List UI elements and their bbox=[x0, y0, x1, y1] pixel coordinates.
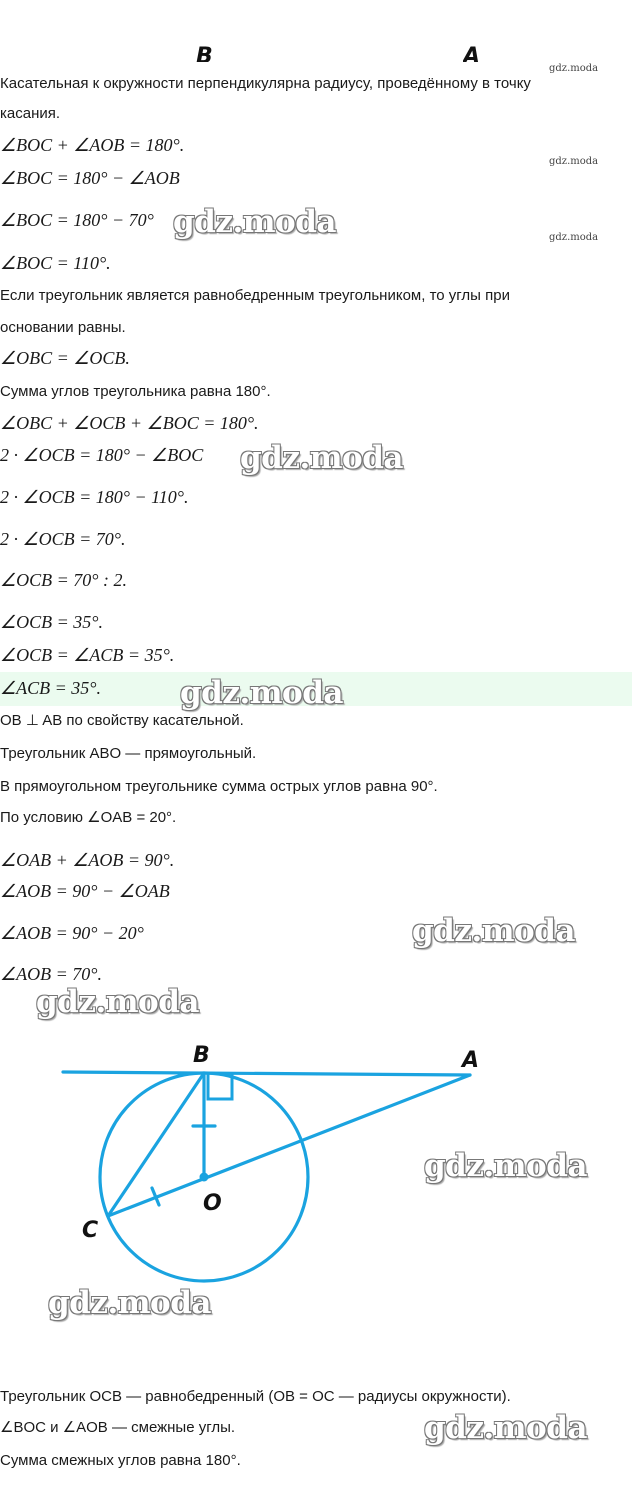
math-line: ∠AOB = 90° − ∠OAB bbox=[0, 881, 170, 901]
secant-ca bbox=[108, 1075, 470, 1216]
math-line: ∠BOC = 180° − ∠AOB bbox=[0, 168, 180, 188]
watermark: gdz.moda bbox=[240, 440, 403, 476]
watermark: gdz.moda bbox=[424, 1148, 587, 1184]
math-line: ∠OCB = 35°. bbox=[0, 612, 103, 632]
watermark-small: gdz.moda bbox=[549, 156, 599, 167]
watermark-small: gdz.moda bbox=[549, 232, 599, 243]
text-line: OB ⊥ AB по свойству касательной. bbox=[0, 712, 244, 729]
math-line: ∠OAB + ∠AOB = 90°. bbox=[0, 850, 175, 870]
watermark-small: gdz.moda bbox=[549, 63, 599, 74]
watermark: gdz.moda bbox=[424, 1410, 587, 1446]
watermark: gdz.moda bbox=[412, 913, 575, 949]
math-line: ∠AOB = 90° − 20° bbox=[0, 923, 144, 943]
right-angle-mark bbox=[208, 1074, 232, 1099]
text-line: Сумма смежных углов равна 180°. bbox=[0, 1452, 241, 1469]
text-line: Если треугольник является равнобедренным треугольником, то углы при bbox=[0, 287, 510, 304]
text-line: Касательная к окружности перпендикулярна радиусу, проведённому в точку bbox=[0, 75, 531, 92]
answer-line: ∠ACB = 35°. bbox=[0, 678, 101, 698]
center-point bbox=[200, 1173, 209, 1182]
cut-label-a: A bbox=[463, 44, 481, 62]
watermark: gdz.moda bbox=[173, 204, 336, 240]
text-line: По условию ∠OAB = 20°. bbox=[0, 809, 177, 826]
label-a: A bbox=[462, 1048, 480, 1073]
math-line: ∠BOC + ∠AOB = 180°. bbox=[0, 135, 185, 155]
text-line: В прямоугольном треугольнике сумма острых углов равна 90°. bbox=[0, 778, 438, 795]
watermark: gdz.moda bbox=[48, 1285, 211, 1321]
tangent-line bbox=[63, 1072, 470, 1075]
text-line: Треугольник OCB — равнобедренный (OB = OC — радиусы окружности). bbox=[0, 1388, 511, 1405]
math-line: 2 · ∠OCB = 180° − 110°. bbox=[0, 487, 189, 507]
text-line: основании равны. bbox=[0, 319, 126, 336]
math-line: ∠BOC = 110°. bbox=[0, 253, 111, 273]
math-line: ∠BOC = 180° − 70° bbox=[0, 210, 154, 230]
watermark: gdz.moda bbox=[180, 675, 343, 711]
figure-lines bbox=[63, 1072, 470, 1281]
label-b: B bbox=[193, 1043, 210, 1068]
label-o: O bbox=[203, 1191, 222, 1216]
text-line: ∠BOC и ∠AOB — смежные углы. bbox=[0, 1419, 236, 1436]
math-line: ∠OCB = ∠ACB = 35°. bbox=[0, 645, 175, 665]
cut-label-b: B bbox=[196, 44, 213, 62]
text-line: Треугольник ABO — прямоугольный. bbox=[0, 745, 257, 762]
math-line: ∠OCB = 70° : 2. bbox=[0, 570, 127, 590]
watermark: gdz.moda bbox=[36, 984, 199, 1020]
text-line: касания. bbox=[0, 105, 61, 122]
math-line: ∠AOB = 70°. bbox=[0, 964, 102, 984]
math-line: 2 · ∠OCB = 70°. bbox=[0, 529, 126, 549]
math-line: 2 · ∠OCB = 180° − ∠BOC bbox=[0, 445, 204, 465]
text-line: Сумма углов треугольника равна 180°. bbox=[0, 383, 271, 400]
label-c: C bbox=[82, 1218, 99, 1243]
math-line: ∠OBC = ∠OCB. bbox=[0, 348, 130, 368]
math-line: ∠OBC + ∠OCB + ∠BOC = 180°. bbox=[0, 413, 259, 433]
